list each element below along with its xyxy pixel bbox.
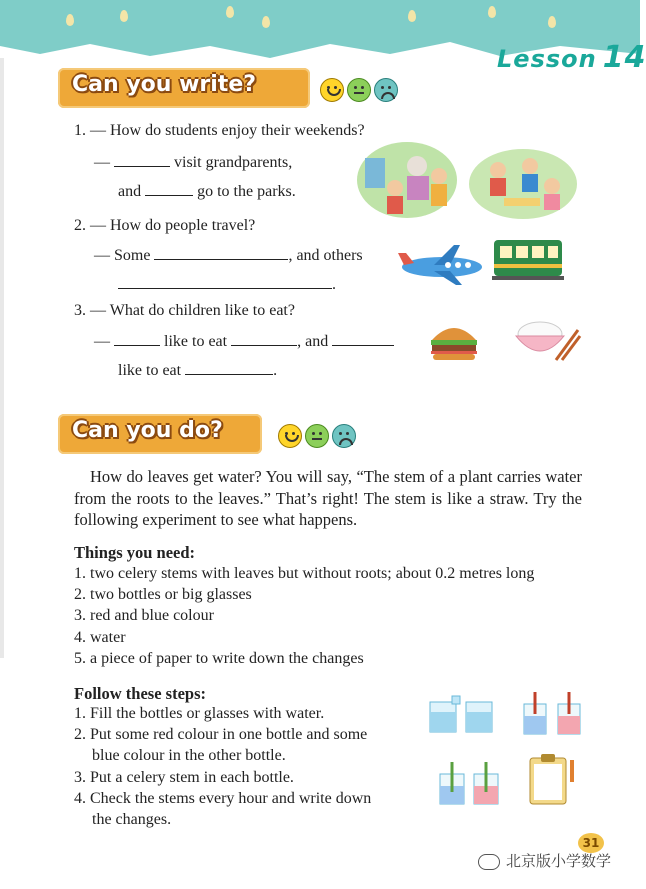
needs-item: 2. two bottles or big glasses [74, 586, 252, 603]
step-item: 2. Put some red colour in one bottle and some [74, 726, 368, 743]
answer-2-line-2: . [118, 274, 336, 294]
sad-face-icon[interactable] [332, 424, 356, 448]
raindrop-icon [120, 10, 128, 22]
happy-face-icon[interactable] [278, 424, 302, 448]
park-picnic-illustration [468, 146, 578, 220]
rating-faces [278, 424, 359, 450]
raindrop-icon [408, 10, 416, 22]
answer-blank[interactable] [114, 331, 160, 346]
question-1: 1. — How do students enjoy their weekends? [74, 122, 365, 139]
answer-blank[interactable] [114, 152, 170, 167]
section-banner-do [58, 414, 262, 454]
answer-blank[interactable] [231, 331, 297, 346]
page-number: 31 [578, 833, 604, 853]
step-item: 3. Put a celery stem in each bottle. [74, 769, 294, 786]
question-2: 2. — How do people travel? [74, 217, 256, 234]
step-item: 1. Fill the bottles or glasses with water. [74, 705, 325, 722]
clipboard-icon [528, 752, 580, 806]
lesson-label: Lesson [497, 45, 597, 73]
raindrop-icon [226, 6, 234, 18]
train-icon [492, 236, 564, 284]
hamburger-icon [428, 322, 480, 362]
section-banner-write [58, 68, 310, 108]
answer-1-line-2: and go to the parks. [118, 183, 296, 200]
lesson-heading [497, 40, 646, 75]
page-gutter [0, 58, 4, 658]
needs-item: 1. two celery stems with leaves but without roots; about 0.2 metres long [74, 565, 535, 582]
rice-bowl-icon [512, 316, 582, 362]
wechat-icon [478, 854, 500, 870]
watermark: 北京版小学数学 [478, 850, 611, 871]
happy-face-icon[interactable] [320, 78, 344, 102]
glass-icon [522, 690, 584, 736]
answer-blank[interactable] [332, 331, 394, 346]
raindrop-icon [66, 14, 74, 26]
needs-heading: Things you need: [74, 543, 196, 562]
family-visit-illustration [355, 140, 460, 220]
answer-1-line-1: — visit grandparents, [94, 154, 293, 171]
neutral-face-icon[interactable] [305, 424, 329, 448]
answer-blank[interactable] [118, 274, 332, 289]
answer-3-line-1: — like to eat , and [94, 331, 394, 351]
needs-item: 4. water [74, 629, 126, 646]
needs-item: 3. red and blue colour [74, 607, 214, 624]
needs-item: 5. a piece of paper to write down the changes [74, 650, 364, 667]
glass-icon [438, 762, 502, 806]
step-item: 4. Check the stems every hour and write down [74, 790, 372, 807]
raindrop-icon [262, 16, 270, 28]
section-title-write: Can you write? [72, 72, 257, 97]
answer-3-line-2: like to eat . [118, 362, 278, 379]
sad-face-icon[interactable] [374, 78, 398, 102]
neutral-face-icon[interactable] [347, 78, 371, 102]
raindrop-icon [488, 6, 496, 18]
rating-faces [320, 78, 401, 104]
lesson-number: 14 [602, 40, 646, 75]
glass-icon [428, 696, 498, 734]
step-item: blue colour in the other bottle. [92, 747, 286, 764]
steps-heading: Follow these steps: [74, 684, 206, 703]
answer-blank[interactable] [154, 245, 288, 260]
airplane-icon [398, 243, 490, 287]
step-item: the changes. [92, 811, 172, 828]
answer-blank[interactable] [145, 181, 193, 196]
section-title-do: Can you do? [72, 418, 223, 443]
answer-2-line-1: — Some , and others [94, 247, 363, 264]
answer-blank[interactable] [185, 360, 273, 375]
raindrop-icon [548, 16, 556, 28]
question-3: 3. — What do children like to eat? [74, 302, 295, 319]
intro-paragraph: How do leaves get water? You will say, “The stem of a plant carries water from the roots to the leaves.” That’s right! The stem is like a straw. Try the following experiment to see what happens. [74, 467, 582, 529]
